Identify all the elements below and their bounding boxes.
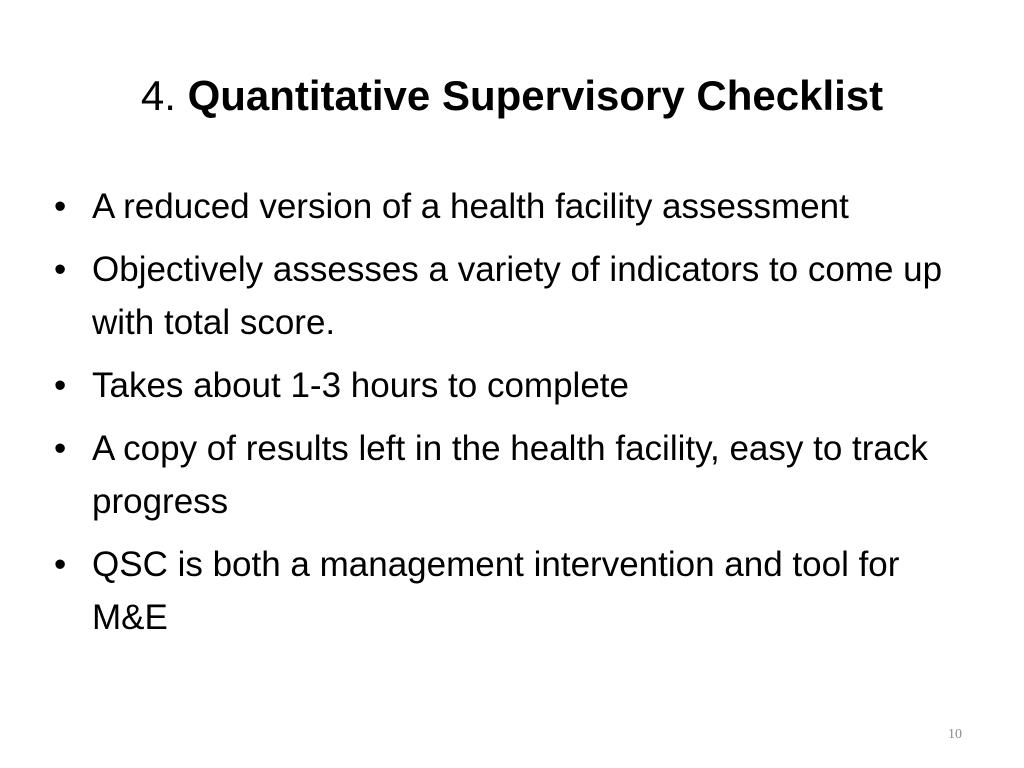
bullet-list (54, 180, 964, 654)
bullet-item (54, 359, 964, 412)
bullet-text: Takes about 1-3 hours to complete (92, 366, 629, 405)
bullet-icon: • (54, 187, 67, 226)
title-number: 4. (140, 72, 176, 119)
bullet-item (54, 243, 964, 349)
bullet-icon: • (54, 250, 67, 289)
bullet-item (54, 422, 964, 528)
bullet-item (54, 538, 964, 644)
bullet-item (54, 180, 964, 233)
bullet-text: QSC is both a management intervention and tool for M&E (92, 545, 900, 637)
bullet-text: A reduced version of a health facility assessment (92, 187, 849, 226)
bullet-text: Objectively assesses a variety of indicators to come up with total score. (92, 250, 943, 342)
page-number: 10 (948, 727, 962, 742)
bullet-icon: • (54, 545, 67, 584)
bullet-text: A copy of results left in the health facility, easy to track progress (92, 429, 928, 521)
title-text: Quantitative Supervisory Checklist (187, 72, 884, 119)
bullet-icon: • (54, 429, 67, 468)
bullet-icon: • (54, 366, 67, 405)
slide-title (40, 66, 984, 126)
